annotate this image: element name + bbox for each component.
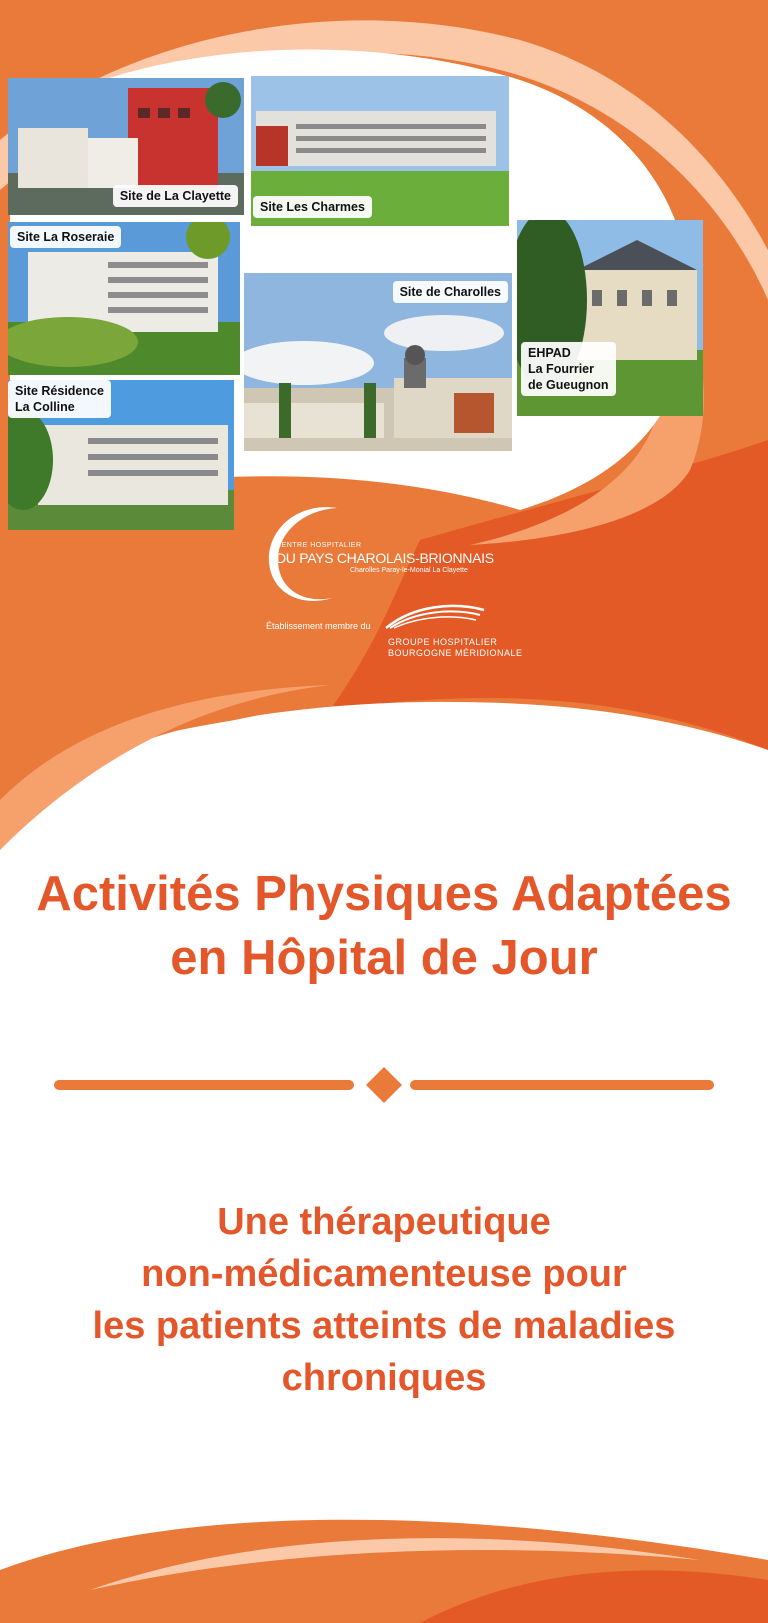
title-line-1: Activités Physiques Adaptées	[36, 867, 732, 921]
title-line-2: en Hôpital de Jour	[170, 931, 598, 985]
page-title	[0, 862, 768, 990]
hospital-logo	[262, 500, 522, 610]
group-line-2: BOURGOGNE MÉRIDIONALE	[388, 648, 523, 658]
subtitle-line-2: non-médicamenteuse pour	[141, 1253, 627, 1295]
logo-small-label: CENTRE HOSPITALIER	[276, 542, 362, 549]
subtitle-line-3: les patients atteints de maladies	[92, 1305, 676, 1347]
subtitle-line-1: Une thérapeutique	[217, 1201, 551, 1243]
title-divider	[54, 1065, 714, 1105]
photo-label: Site de Charolles	[393, 281, 508, 303]
photo-site-les-charmes	[251, 76, 509, 226]
photo-site-residence-la-colline	[8, 380, 234, 530]
logo-name: DU PAYS CHAROLAIS-BRIONNAIS	[276, 550, 494, 566]
group-line-1: GROUPE HOSPITALIER	[388, 637, 498, 647]
page-subtitle	[0, 1196, 768, 1404]
logo-sites: Charolles Paray-le-Monial La Clayette	[350, 567, 468, 574]
member-text: Établissement membre du	[266, 621, 371, 631]
photo-site-la-roseraie	[8, 222, 240, 375]
photo-label: Site La Roseraie	[10, 226, 121, 248]
photo-label: EHPAD La Fourrier de Gueugnon	[521, 342, 616, 396]
photo-label: Site de La Clayette	[113, 185, 238, 207]
group-logo-icon	[384, 600, 494, 630]
photo-site-la-clayette	[8, 78, 244, 215]
photo-ehpad-la-fourrier	[517, 220, 703, 416]
photo-site-de-charolles	[244, 273, 512, 451]
photo-label: Site Les Charmes	[253, 196, 372, 218]
subtitle-line-4: chroniques	[281, 1357, 487, 1399]
photo-label: Site Résidence La Colline	[8, 380, 111, 418]
